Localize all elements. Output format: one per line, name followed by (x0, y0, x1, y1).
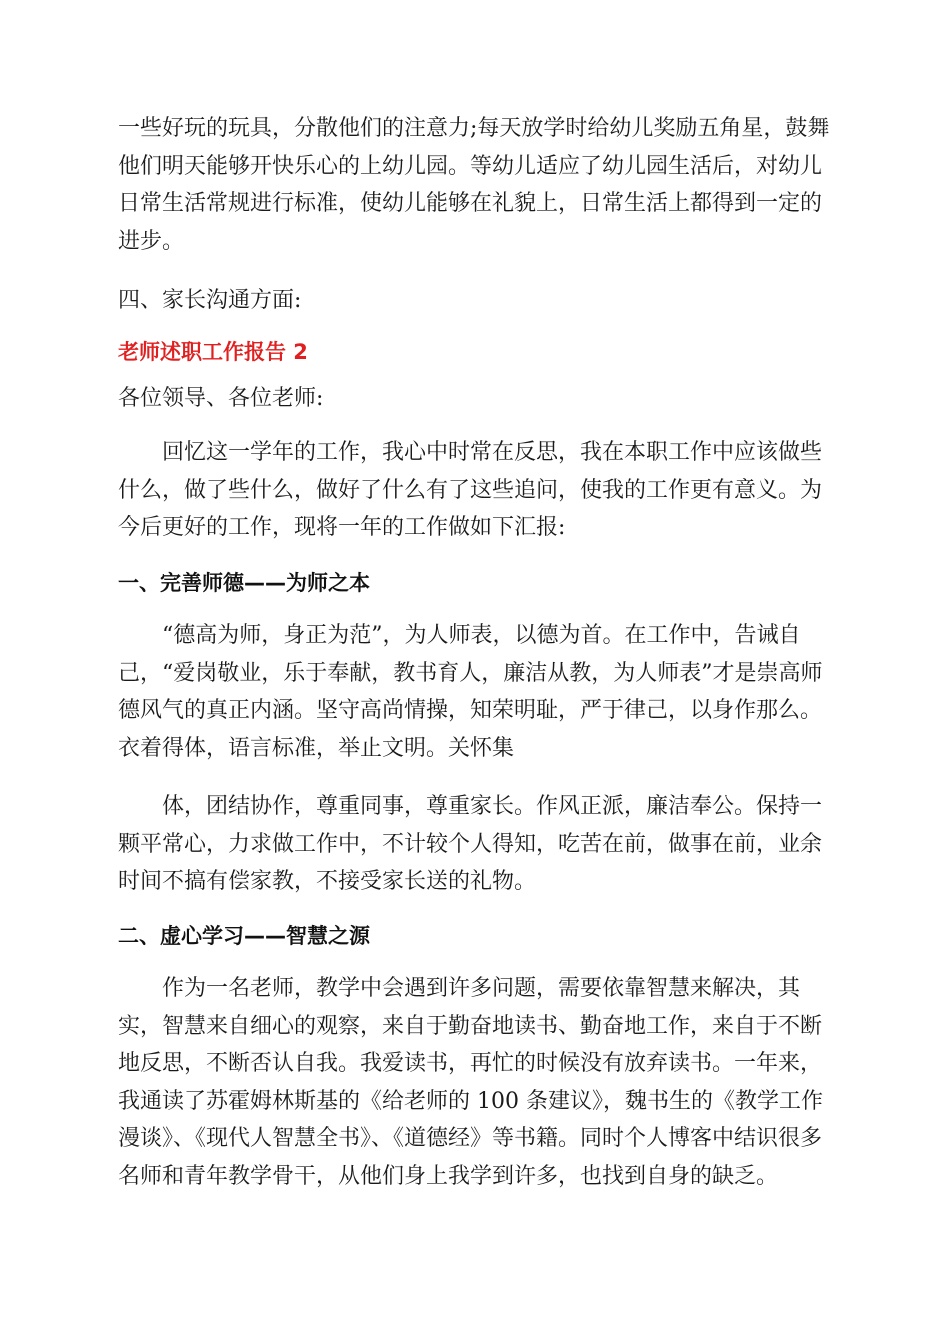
paragraph-parent-communication: 四、家长沟通方面: (118, 288, 302, 313)
paragraph-ethics-continued: 体，团结协作，尊重同事，尊重家长。作风正派，廉洁奉公。保持一颗平常心，力求做工作中，不计较个人得知，吃苦在前，做事在前，业余时间不搞有偿家教，不接受家长送的礼物。 (118, 794, 823, 894)
section-heading-learning: 二、虚心学习——智慧之源 (118, 924, 370, 948)
paragraph-intro: 回忆这一学年的工作，我心中时常在反思，我在本职工作中应该做些什么，做了些什么，做好了什么有了这些追问，使我的工作更有意义。为今后更好的工作，现将一年的工作做如下汇报: (118, 440, 823, 540)
report-title: 老师述职工作报告 2 (118, 340, 308, 364)
paragraph-learning: 作为一名老师，教学中会遇到许多问题，需要依靠智慧来解决，其实，智慧来自细心的观察，来自于勤奋地读书、勤奋地工作，来自于不断地反思，不断否认自我。我爱读书，再忙的时候没有放弃读书。一年来，我通读了苏霍姆林斯基的《给老师的 100 条建议》，魏书生的《教学工作漫谈》、《现代人智慧全书》、《道德经》等书籍。同时个人博客中结识很多名师和青年教学骨干，从他们身上我学到许多，也找到自身的缺乏。 (118, 976, 823, 1189)
paragraph-continued: 一些好玩的玩具，分散他们的注意力;每天放学时给幼儿奖励五角星，鼓舞他们明天能够开快乐心的上幼儿园。等幼儿适应了幼儿园生活后，对幼儿日常生活常规进行标准，使幼儿能够在礼貌上，日常生活上都得到一定的进步。 (118, 116, 830, 254)
paragraph-ethics: “德高为师，身正为范”，为人师表，以德为首。在工作中，告诫自己，“爱岗敬业，乐于奉献，教书育人，廉洁从教，为人师表”才是崇高师德风气的真正内涵。坚守高尚情操，知荣明耻，严于律己，以身作那么。衣着得体，语言标准，举止文明。关怀集 (118, 623, 823, 761)
section-heading-ethics: 一、完善师德——为师之本 (118, 571, 370, 595)
salutation: 各位领导、各位老师: (118, 386, 324, 411)
